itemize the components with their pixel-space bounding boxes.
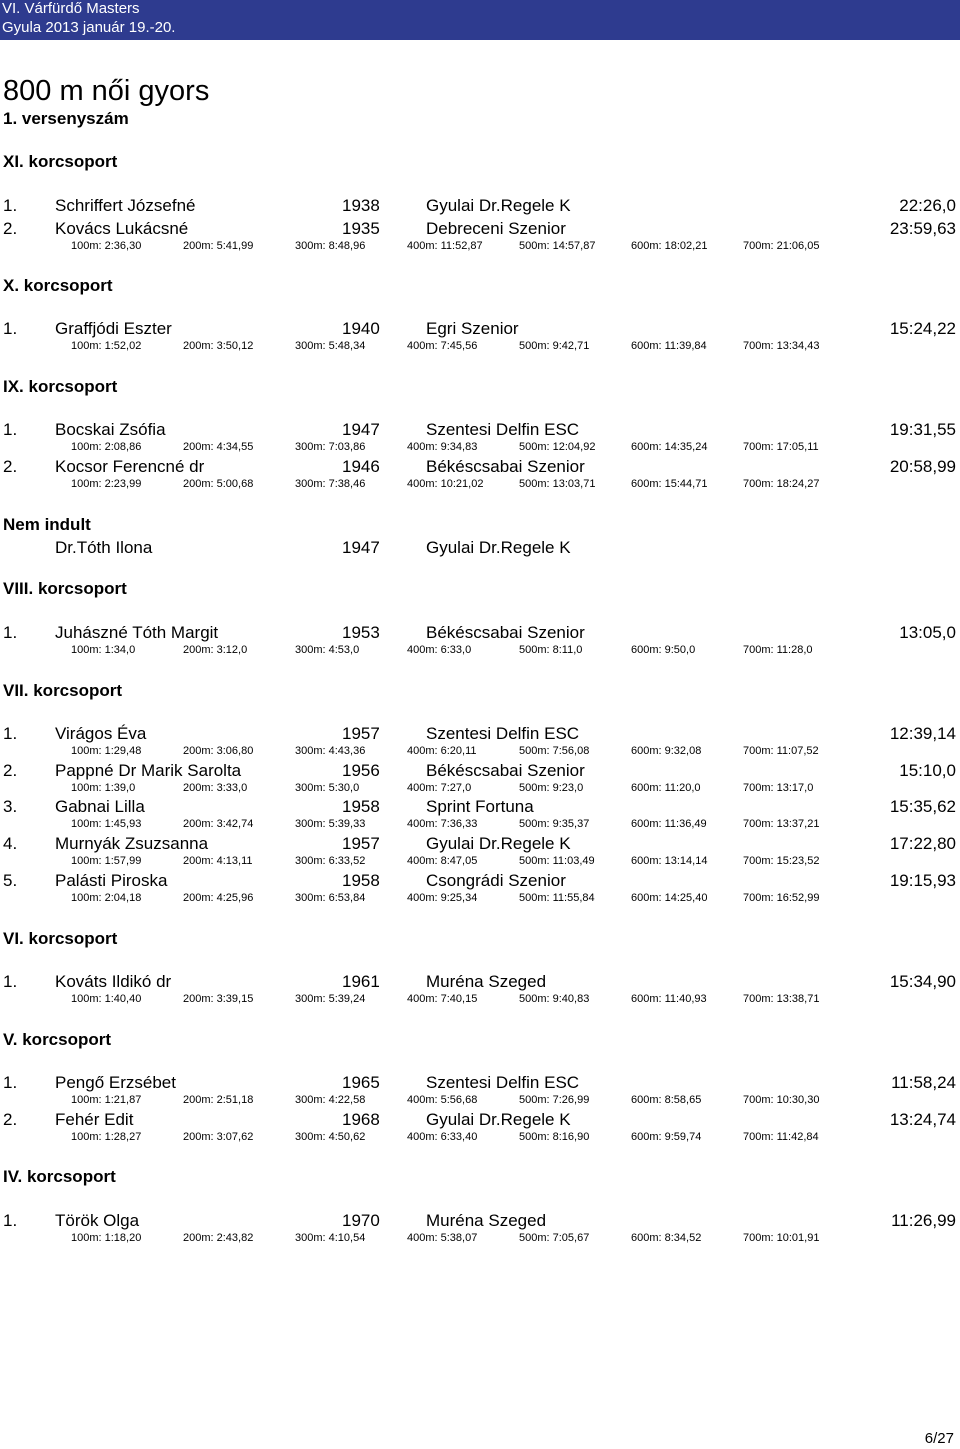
split-time: 400m: 5:38,07 [407,1232,478,1244]
club-name: Muréna Szeged [426,972,547,991]
rank: 2. [3,1110,18,1129]
split-time: 300m: 4:53,0 [295,644,360,656]
age-group-title: VIII. korcsoport [3,579,127,598]
split-time: 400m: 7:27,0 [407,782,472,794]
club-name: Gyulai Dr.Regele K [426,834,571,853]
split-time: 100m: 1:18,20 [71,1232,142,1244]
rank: 1. [3,196,18,215]
event-number: 1. versenyszám [3,109,129,128]
split-time: 400m: 11:52,87 [407,240,483,252]
rank: 2. [3,457,18,476]
rank: 5. [3,871,18,890]
page-number: 6/27 [924,1430,954,1447]
split-time: 200m: 4:34,55 [183,441,254,453]
split-time: 500m: 8:11,0 [519,644,583,656]
split-times [0,1131,960,1145]
age-group-title: X. korcsoport [3,276,113,295]
split-time: 200m: 3:42,74 [183,818,254,830]
club-name: Egri Szenior [426,319,519,338]
split-time: 600m: 11:36,49 [631,818,707,830]
result-row [0,420,960,442]
final-time: 17:22,80 [889,834,956,853]
birth-year: 1956 [342,761,380,780]
age-group-title: VI. korcsoport [3,929,118,948]
final-time: 15:24,22 [889,319,956,338]
split-time: 700m: 11:42,84 [743,1131,819,1143]
split-time: 600m: 14:25,40 [631,892,708,904]
split-time: 100m: 1:34,0 [71,644,136,656]
split-time: 500m: 9:40,83 [519,993,590,1005]
split-times [0,340,960,354]
split-time: 500m: 9:35,37 [519,818,590,830]
result-row [0,871,960,893]
result-row [0,972,960,994]
split-time: 400m: 7:40,15 [407,993,478,1005]
club-name: Sprint Fortuna [426,797,534,816]
split-times [0,1232,960,1246]
birth-year: 1938 [342,196,380,215]
split-time: 100m: 1:21,87 [71,1094,142,1106]
swimmer-name: Török Olga [55,1211,140,1230]
split-time: 300m: 5:48,34 [295,340,366,352]
split-time: 700m: 17:05,11 [743,441,819,453]
final-time: 20:58,99 [889,457,956,476]
split-time: 300m: 5:30,0 [295,782,360,794]
age-group-title: VII. korcsoport [3,681,123,700]
final-time: 11:26,99 [891,1211,956,1230]
club-name: Békéscsabai Szenior [426,623,585,642]
result-row [0,538,960,560]
split-time: 700m: 10:30,30 [743,1094,820,1106]
rank: 1. [3,1073,18,1092]
club-name: Gyulai Dr.Regele K [426,1110,571,1129]
result-row [0,219,960,241]
split-time: 500m: 13:03,71 [519,478,596,490]
result-row [0,1211,960,1233]
club-name: Gyulai Dr.Regele K [426,196,571,215]
birth-year: 1946 [342,457,380,476]
split-times [0,782,960,796]
split-time: 700m: 13:17,0 [743,782,814,794]
split-times [0,855,960,869]
split-time: 300m: 8:48,96 [295,240,366,252]
split-time: 400m: 7:36,33 [407,818,478,830]
split-time: 300m: 6:53,84 [295,892,366,904]
split-time: 700m: 10:01,91 [743,1232,820,1244]
split-times [0,240,960,254]
swimmer-name: Graffjódi Eszter [55,319,172,338]
age-group-title: IX. korcsoport [3,377,118,396]
split-time: 200m: 3:33,0 [183,782,248,794]
split-time: 100m: 1:28,27 [71,1131,142,1143]
split-time: 400m: 6:33,0 [407,644,472,656]
split-times [0,892,960,906]
split-time: 200m: 3:12,0 [183,644,248,656]
split-time: 500m: 7:56,08 [519,745,590,757]
swimmer-name: Juhászné Tóth Margit [55,623,219,642]
swimmer-name: Pengő Erzsébet [55,1073,176,1092]
swimmer-name: Dr.Tóth Ilona [55,538,153,557]
club-name: Békéscsabai Szenior [426,457,585,476]
split-time: 100m: 2:23,99 [71,478,142,490]
split-time: 500m: 7:05,67 [519,1232,590,1244]
split-times [0,818,960,832]
split-time: 100m: 1:29,48 [71,745,142,757]
split-time: 300m: 5:39,24 [295,993,366,1005]
split-time: 700m: 15:23,52 [743,855,820,867]
swimmer-name: Kocsor Ferencné dr [55,457,205,476]
swimmer-name: Bocskai Zsófia [55,420,166,439]
split-time: 300m: 4:43,36 [295,745,366,757]
club-name: Muréna Szeged [426,1211,547,1230]
split-time: 200m: 4:25,96 [183,892,254,904]
split-time: 300m: 7:38,46 [295,478,366,490]
split-time: 600m: 11:39,84 [631,340,707,352]
split-time: 600m: 8:58,65 [631,1094,702,1106]
swimmer-name: Kovács Lukácsné [55,219,189,238]
swimmer-name: Gabnai Lilla [55,797,145,816]
final-time: 13:05,0 [899,623,956,642]
club-name: Békéscsabai Szenior [426,761,585,780]
event-title: 800 m női gyors [3,75,210,107]
club-name: Csongrádi Szenior [426,871,566,890]
split-time: 500m: 14:57,87 [519,240,596,252]
split-time: 400m: 7:45,56 [407,340,478,352]
split-time: 100m: 1:45,93 [71,818,142,830]
split-time: 600m: 13:14,14 [631,855,708,867]
club-name: Szentesi Delfin ESC [426,724,580,743]
split-time: 400m: 6:20,11 [407,745,477,757]
birth-year: 1958 [342,871,380,890]
split-time: 300m: 5:39,33 [295,818,366,830]
split-time: 500m: 11:55,84 [519,892,595,904]
split-time: 200m: 5:00,68 [183,478,254,490]
split-time: 500m: 7:26,99 [519,1094,590,1106]
birth-year: 1947 [342,538,380,557]
split-time: 300m: 4:50,62 [295,1131,366,1143]
birth-year: 1970 [342,1211,380,1230]
rank: 1. [3,319,18,338]
result-row [0,1073,960,1095]
split-time: 100m: 1:40,40 [71,993,142,1005]
club-name: Szentesi Delfin ESC [426,420,580,439]
split-time: 700m: 16:52,99 [743,892,820,904]
rank: 1. [3,972,18,991]
birth-year: 1965 [342,1073,380,1092]
split-time: 400m: 5:56,68 [407,1094,478,1106]
result-row [0,457,960,479]
competition-date: Gyula 2013 január 19.-20. [2,19,176,36]
split-times [0,993,960,1007]
birth-year: 1953 [342,623,380,642]
split-time: 100m: 1:57,99 [71,855,142,867]
club-name: Debreceni Szenior [426,219,566,238]
split-time: 200m: 3:07,62 [183,1131,254,1143]
result-row [0,623,960,645]
swimmer-name: Virágos Éva [55,724,147,743]
split-time: 300m: 7:03,86 [295,441,366,453]
split-time: 200m: 2:51,18 [183,1094,254,1106]
split-time: 500m: 12:04,92 [519,441,596,453]
birth-year: 1958 [342,797,380,816]
split-time: 400m: 10:21,02 [407,478,484,490]
split-time: 300m: 4:10,54 [295,1232,366,1244]
club-name: Gyulai Dr.Regele K [426,538,571,557]
final-time: 19:15,93 [889,871,956,890]
rank: 1. [3,623,18,642]
split-time: 200m: 2:43,82 [183,1232,254,1244]
result-row [0,196,960,218]
result-row [0,724,960,746]
split-time: 400m: 6:33,40 [407,1131,478,1143]
swimmer-name: Schriffert Józsefné [55,196,196,215]
split-time: 300m: 4:22,58 [295,1094,366,1106]
final-time: 22:26,0 [899,196,956,215]
split-times [0,745,960,759]
split-time: 600m: 8:34,52 [631,1232,702,1244]
split-time: 100m: 1:52,02 [71,340,142,352]
split-time: 700m: 21:06,05 [743,240,820,252]
split-time: 100m: 1:39,0 [71,782,136,794]
age-group-title: IV. korcsoport [3,1167,116,1186]
split-times [0,1094,960,1108]
split-times [0,644,960,658]
split-time: 500m: 9:23,0 [519,782,584,794]
age-group-title: Nem indult [3,515,91,534]
split-time: 200m: 3:50,12 [183,340,254,352]
final-time: 11:58,24 [891,1073,956,1092]
birth-year: 1957 [342,724,380,743]
birth-year: 1947 [342,420,380,439]
split-time: 200m: 3:39,15 [183,993,254,1005]
birth-year: 1935 [342,219,380,238]
final-time: 15:35,62 [889,797,956,816]
split-time: 700m: 13:34,43 [743,340,820,352]
swimmer-name: Murnyák Zsuzsanna [55,834,209,853]
split-time: 300m: 6:33,52 [295,855,366,867]
split-time: 500m: 9:42,71 [519,340,590,352]
final-time: 12:39,14 [889,724,956,743]
rank: 2. [3,219,18,238]
split-time: 100m: 2:08,86 [71,441,142,453]
split-time: 700m: 11:07,52 [743,745,819,757]
split-time: 600m: 9:32,08 [631,745,702,757]
split-time: 500m: 8:16,90 [519,1131,590,1143]
split-time: 600m: 14:35,24 [631,441,708,453]
final-time: 15:10,0 [899,761,956,780]
split-time: 500m: 11:03,49 [519,855,595,867]
rank: 2. [3,761,18,780]
swimmer-name: Fehér Edit [55,1110,134,1129]
split-time: 600m: 18:02,21 [631,240,708,252]
result-row [0,834,960,856]
split-time: 700m: 18:24,27 [743,478,820,490]
result-row [0,319,960,341]
split-time: 700m: 13:37,21 [743,818,820,830]
final-time: 23:59,63 [889,219,956,238]
rank: 1. [3,724,18,743]
competition-title: VI. Várfürdő Masters [2,0,140,17]
split-time: 700m: 11:28,0 [743,644,813,656]
split-time: 600m: 11:40,93 [631,993,707,1005]
split-time: 700m: 13:38,71 [743,993,820,1005]
final-time: 15:34,90 [889,972,956,991]
split-time: 100m: 2:04,18 [71,892,142,904]
result-row [0,797,960,819]
birth-year: 1968 [342,1110,380,1129]
age-group-title: V. korcsoport [3,1030,112,1049]
rank: 3. [3,797,18,816]
swimmer-name: Palásti Piroska [55,871,168,890]
result-row [0,761,960,783]
split-time: 400m: 8:47,05 [407,855,478,867]
rank: 1. [3,420,18,439]
rank: 1. [3,1211,18,1230]
split-time: 600m: 11:20,0 [631,782,701,794]
split-times [0,441,960,455]
birth-year: 1961 [342,972,380,991]
result-row [0,1110,960,1132]
split-time: 600m: 9:50,0 [631,644,696,656]
age-group-title: XI. korcsoport [3,152,118,171]
swimmer-name: Pappné Dr Marik Sarolta [55,761,242,780]
birth-year: 1957 [342,834,380,853]
birth-year: 1940 [342,319,380,338]
split-time: 200m: 5:41,99 [183,240,254,252]
split-times [0,478,960,492]
final-time: 13:24,74 [889,1110,956,1129]
split-time: 600m: 9:59,74 [631,1131,702,1143]
rank: 4. [3,834,18,853]
split-time: 100m: 2:36,30 [71,240,142,252]
final-time: 19:31,55 [889,420,956,439]
swimmer-name: Kováts Ildikó dr [55,972,172,991]
split-time: 400m: 9:25,34 [407,892,478,904]
split-time: 400m: 9:34,83 [407,441,478,453]
split-time: 200m: 4:13,11 [183,855,253,867]
split-time: 600m: 15:44,71 [631,478,708,490]
split-time: 200m: 3:06,80 [183,745,254,757]
club-name: Szentesi Delfin ESC [426,1073,580,1092]
